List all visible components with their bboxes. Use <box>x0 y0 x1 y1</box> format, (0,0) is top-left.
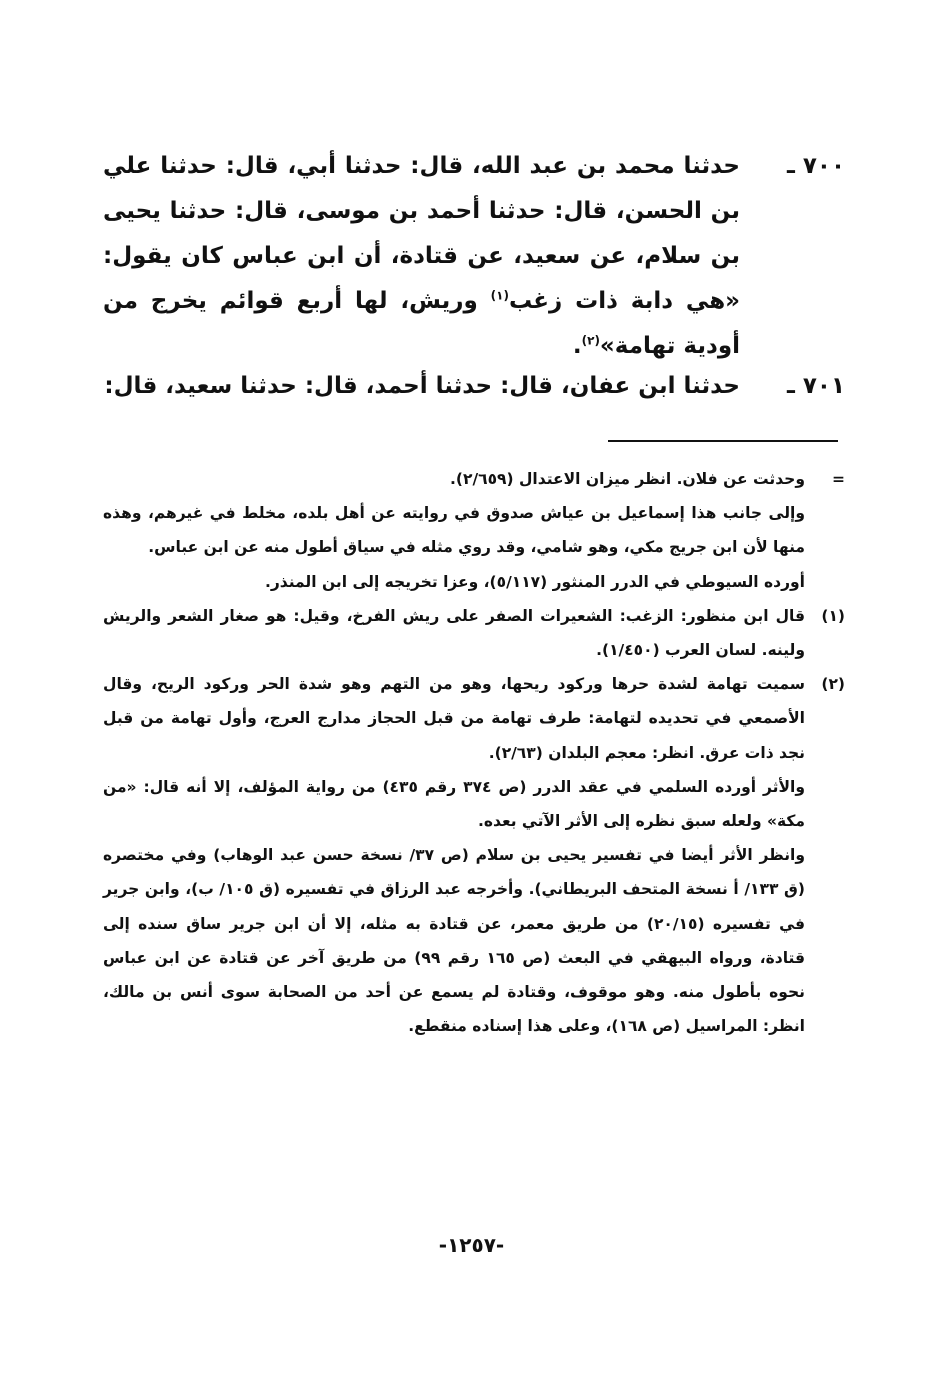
footnote-paragraph: قال ابن منظور: الزغب: الشعيرات الصفر على ريش الفرخ، وقيل: هو صغار الشعر والريش ولينه. لسان العرب (١/٤٥٠). <box>103 606 805 660</box>
hadith-entry-701 <box>103 364 845 409</box>
footnote-paragraph: أورده السيوطي في الدرر المنثور (٥/١١٧)، وعزا تخريجه إلى ابن المنذر. <box>264 572 805 591</box>
footnote-ref-1: (١) <box>490 288 509 303</box>
footnote-paragraph: وإلى جانب هذا إسماعيل بن عياش صدوق في روايته عن أهل بلده، مخلط في غيرهم، وهذه منها لأن ابن جريج مكي، وهو شامي، وقد روي مثله في سياق أطول منه عن ابن عباس. <box>103 504 805 557</box>
footnote-paragraph: وحدثت عن فلان. انظر ميزان الاعتدال (٢/٦٥٩). <box>450 470 805 488</box>
footnote-paragraph: والأثر أورده السلمي في عقد الدرر (ص ٣٧٤ رقم ٤٣٥) من رواية المؤلف، إلا أنه قال: «من مكة» ولعله سبق نظره إلى الأثر الآتي بعده. <box>103 777 805 831</box>
footnote-continued <box>103 462 845 599</box>
footnote-mark: = <box>832 470 845 488</box>
footnote-mark: (١) <box>821 606 845 625</box>
entry-number: ٧٠٠ ـ <box>787 153 845 179</box>
entry-text: حدثنا ابن عفان، قال: حدثنا أحمد، قال: حدثنا سعيد، قال: <box>104 373 740 399</box>
hadith-entry-700 <box>103 144 845 369</box>
footnote-paragraph: وانظر الأثر أيضا في تفسير يحيى بن سلام (ص ٣٧/ نسخة حسن عبد الوهاب) وفي مختصره (ق ١٣٣/ أ نسخة المتحف البريطاني). وأخرجه عبد الرزاق في تفسيره (ق ١٠٥/ ب)، وابن جرير في تفسيره (٢٠/١٥) من طريق معمر، عن قتادة به مثله، إلا أن ابن جرير ساق سنده إلى قتادة، ورواه البيهقي في البعث (ص ١٦٥ رقم ٩٩) من طريق آخر عن قتادة عن ابن عباس نحوه بأطول منه. وهو موقوف، وقتادة لم يسمع عن أحد من الصحابة سوى أنس بن مالك، انظر: المراسيل (ص ١٦٨)، وعلى هذا إسناده منقطع. <box>103 846 805 1036</box>
footnote-2 <box>103 667 845 1043</box>
footnote-ref-2: (٢) <box>581 333 600 348</box>
footnote-mark: (٢) <box>821 675 845 694</box>
page-number: -١٢٥٧- <box>438 1233 505 1257</box>
footnotes <box>103 462 845 1043</box>
entry-text: حدثنا محمد بن عبد الله، قال: حدثنا أبي، قال: حدثنا علي بن الحسن، قال: حدثنا أحمد بن موسى، قال: حدثنا يحيى بن سلام، عن سعيد، عن قتادة، أن ابن عباس كان يقول: «هي دابة ذات زغب$^{(١)}$ وريش، لها أربع قوائم يخرج من أودية تهامة»$^{(٢)}$. <box>103 153 741 359</box>
footnote-separator <box>608 440 838 442</box>
entry-number: ٧٠١ ـ <box>787 373 845 399</box>
footnote-1 <box>103 599 845 667</box>
footnote-paragraph: سميت تهامة لشدة حرها وركود ريحها، وهو من التهم وهو شدة الحر وركود الريح، وقال الأصمعي في تحديده لتهامة: طرف تهامة من قبل الحجاز مدارج العرج، وأول تهامة من قبل نجد ذات عرق. انظر: معجم البلدان (٢/٦٣). <box>103 675 805 762</box>
